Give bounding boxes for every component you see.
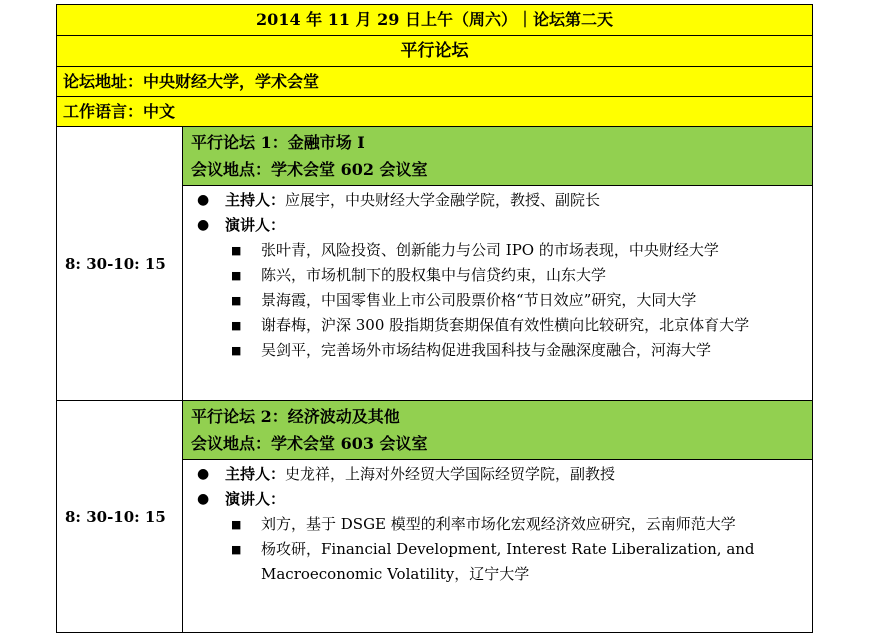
session-1-title: 平行论坛 1：金融市场 I: [191, 133, 365, 152]
list-item: ■ 陈兴，市场机制下的股权集中与信贷约束，山东大学: [191, 263, 804, 288]
speakers-label: 演讲人：: [225, 216, 286, 234]
host-value: 应展宇，中央财经大学金融学院，教授、副院长: [285, 191, 601, 209]
session-2-title: 平行论坛 2：经济波动及其他: [191, 407, 400, 426]
session-2-location: 会议地点：学术会堂 603 会议室: [191, 434, 428, 453]
language-value: 中文: [143, 102, 176, 121]
session-2-content: [183, 460, 813, 633]
host-value: 史龙祥，上海对外经贸大学国际经贸学院，副教授: [285, 465, 616, 483]
date-line: 2014 年 11 月 29 日上午（周六）｜论坛第二天: [57, 5, 813, 36]
venue-row: [57, 67, 813, 97]
bullet-dot-icon: ●: [197, 466, 210, 482]
parallel-forum-row: [57, 36, 813, 67]
venue-value: 中央财经大学，学术会堂: [143, 72, 320, 91]
list-item: ■ 杨攻研，Financial Development, Interest Rate Liberalization, and Macroeconomic Volatility，辽宁大学: [191, 537, 804, 587]
program-table: [56, 4, 813, 633]
parallel-forum-title: 平行论坛: [57, 36, 813, 67]
language-row: [57, 97, 813, 127]
session-2-head-row: [57, 401, 813, 460]
square-bullet-icon: ■: [231, 294, 242, 307]
bullet-dot-icon: ●: [197, 217, 210, 233]
bullet-dot-icon: ●: [197, 491, 210, 507]
date-row: [57, 5, 813, 36]
session-1-head-row: [57, 127, 813, 186]
session-1-content: [183, 186, 813, 401]
session-1-location: 会议地点：学术会堂 602 会议室: [191, 160, 428, 179]
list-item: ■ 张叶青，风险投资、创新能力与公司 IPO 的市场表现，中央财经大学: [191, 238, 804, 263]
square-bullet-icon: ■: [231, 518, 242, 531]
list-item: ■ 刘方，基于 DSGE 模型的利率市场化宏观经济效应研究，云南师范大学: [191, 512, 804, 537]
session-2-time: 8: 30-10: 15: [57, 401, 183, 633]
session-1-time: 8: 30-10: 15: [57, 127, 183, 401]
square-bullet-icon: ■: [231, 543, 242, 556]
program-document: [56, 4, 812, 633]
host-label: 主持人：: [225, 465, 286, 483]
list-item: ■ 景海霞，中国零售业上市公司股票价格“节日效应”研究，大同大学: [191, 288, 804, 313]
session-1-speakers-heading: [191, 213, 804, 238]
venue-label: 论坛地址：: [63, 72, 144, 91]
session-1-host: [191, 188, 804, 213]
square-bullet-icon: ■: [231, 344, 242, 357]
host-label: 主持人：: [225, 191, 286, 209]
session-2-header: [183, 401, 813, 460]
language-label: 工作语言：: [63, 102, 144, 121]
bullet-dot-icon: ●: [197, 192, 210, 208]
session-2-host: [191, 462, 804, 487]
session-2-speakers-heading: [191, 487, 804, 512]
list-item: ■ 吴剑平，完善场外市场结构促进我国科技与金融深度融合，河海大学: [191, 338, 804, 363]
list-item: ■ 谢春梅，沪深 300 股指期货套期保值有效性横向比较研究，北京体育大学: [191, 313, 804, 338]
square-bullet-icon: ■: [231, 269, 242, 282]
speakers-label: 演讲人：: [225, 490, 286, 508]
square-bullet-icon: ■: [231, 244, 242, 257]
session-1-header: [183, 127, 813, 186]
square-bullet-icon: ■: [231, 319, 242, 332]
